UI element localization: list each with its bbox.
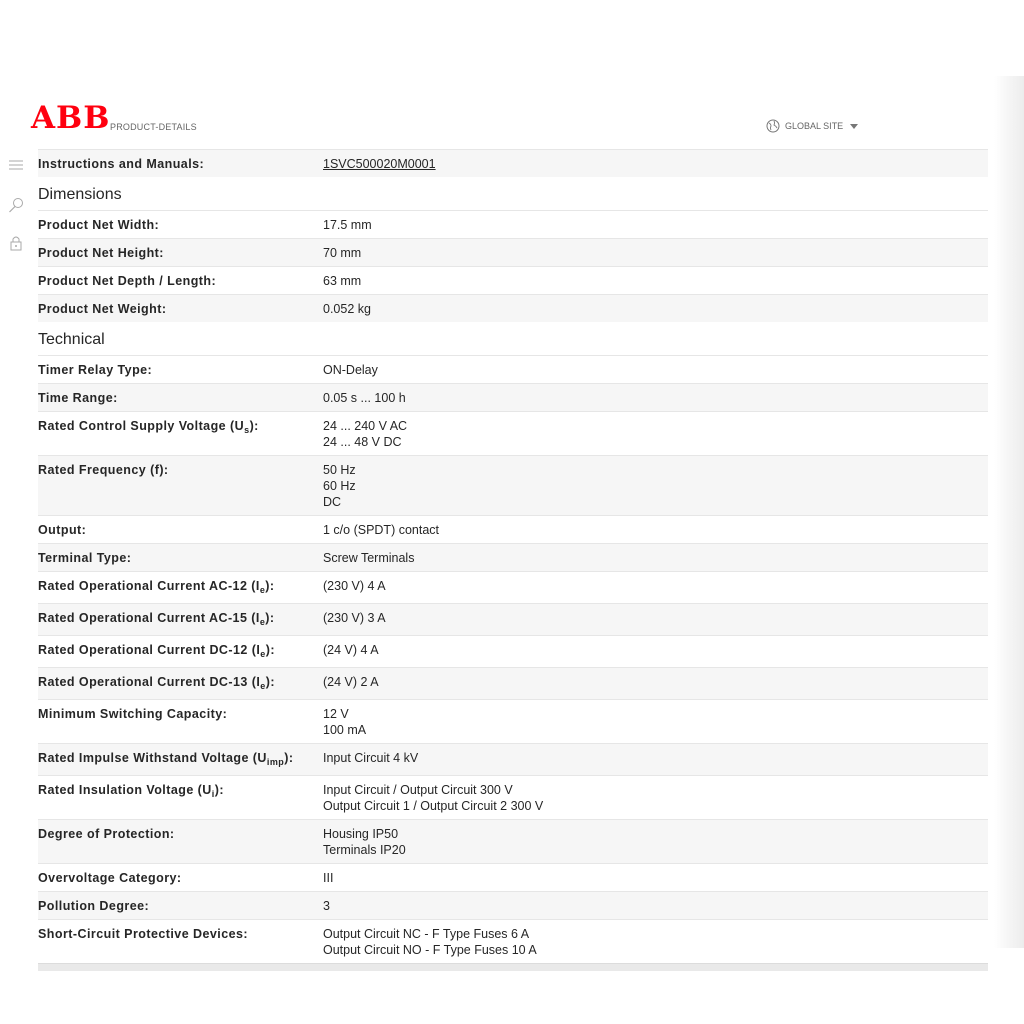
spec-label (38, 516, 323, 543)
spec-label-suffix: ): (265, 675, 275, 689)
spec-row (38, 775, 988, 819)
spec-row (38, 266, 988, 294)
spec-value (323, 295, 988, 322)
spec-row (38, 635, 988, 667)
spec-value-line: 100 mA (323, 723, 367, 737)
spec-row (38, 455, 988, 515)
spec-label (38, 356, 323, 383)
spec-label-text: Time Range: (38, 391, 118, 405)
spec-row (38, 667, 988, 699)
spec-label-text: Rated Frequency (f): (38, 463, 169, 477)
spec-label (38, 456, 323, 515)
spec-label-subscript: e (260, 681, 266, 691)
spec-label-text: Overvoltage Category: (38, 871, 182, 885)
spec-value (323, 820, 988, 863)
spec-value (323, 150, 988, 177)
spec-row (38, 294, 988, 322)
spec-value-line: Housing IP50 (323, 827, 399, 841)
spec-value (323, 384, 988, 411)
spec-value-line: 24 ... 240 V AC (323, 419, 408, 433)
spec-label-text: Timer Relay Type: (38, 363, 153, 377)
spec-value-line: DC (323, 495, 342, 509)
spec-label-text: Rated Operational Current DC-12 (I (38, 643, 261, 657)
globe-icon (766, 119, 780, 133)
spec-value (323, 456, 988, 515)
spec-row (38, 515, 988, 543)
frame-edge (994, 76, 1024, 948)
spec-row (38, 543, 988, 571)
spec-label-subscript: e (259, 585, 266, 595)
spec-label-suffix: ): (284, 751, 294, 765)
spec-label (38, 744, 323, 775)
spec-label-text: Rated Operational Current AC-15 (I (38, 611, 260, 625)
spec-value (323, 356, 988, 383)
spec-value-line: (230 V) 3 A (323, 611, 386, 625)
spec-value-line: (230 V) 4 A (323, 579, 386, 593)
spec-label (38, 820, 323, 863)
spec-label-text: Product Net Depth / Length: (38, 274, 217, 288)
spec-value-line: (24 V) 4 A (323, 643, 379, 657)
spec-value-line: 60 Hz (323, 479, 356, 493)
spec-label-text: Product Net Weight: (38, 302, 167, 316)
spec-row (38, 355, 988, 383)
table-footer-bar (38, 963, 988, 971)
spec-label (38, 239, 323, 266)
spec-value-line: 17.5 mm (323, 218, 372, 232)
spec-row (38, 819, 988, 863)
spec-value-line: 1 c/o (SPDT) contact (323, 523, 440, 537)
spec-label (38, 267, 323, 294)
spec-label-subscript: e (260, 649, 266, 659)
search-icon[interactable] (7, 196, 25, 214)
spec-value (323, 544, 988, 571)
spec-label-text: Rated Operational Current AC-12 (I (38, 579, 260, 593)
spec-value (323, 776, 988, 819)
spec-label-text: Product Net Width: (38, 218, 160, 232)
spec-value-line: 12 V (323, 707, 349, 721)
spec-label-text: Short-Circuit Protective Devices: (38, 927, 249, 941)
logo-text: ABB (31, 100, 111, 136)
spec-value-line: Output Circuit NC - F Type Fuses 6 A (323, 927, 530, 941)
product-details (38, 149, 988, 971)
spec-label (38, 636, 323, 667)
site-header (0, 76, 1000, 146)
spec-label-text: Minimum Switching Capacity: (38, 707, 228, 721)
spec-value-line: ON-Delay (323, 363, 378, 377)
spec-label (38, 412, 323, 455)
spec-value-line: 50 Hz (323, 463, 356, 477)
spec-value-line: 0.05 s ... 100 h (323, 391, 406, 405)
spec-row (38, 919, 988, 963)
spec-label (38, 668, 323, 699)
manual-link[interactable]: 1SVC500020M0001 (323, 157, 436, 171)
spec-value (323, 864, 988, 891)
spec-label (38, 892, 323, 919)
spec-value (323, 516, 988, 543)
spec-label-text: Product Net Height: (38, 246, 164, 260)
spec-label-text: Rated Operational Current DC-13 (I (38, 675, 261, 689)
spec-value (323, 700, 988, 743)
page-frame (0, 76, 1024, 957)
spec-value-line: 3 (323, 899, 330, 913)
spec-value-line: III (323, 871, 334, 885)
spec-label (38, 776, 323, 819)
spec-label (38, 572, 323, 603)
spec-value-line: Input Circuit / Output Circuit 300 V (323, 783, 513, 797)
spec-label-suffix: ): (265, 579, 275, 593)
spec-row (38, 699, 988, 743)
spec-value (323, 744, 988, 775)
spec-value (323, 211, 988, 238)
spec-value (323, 668, 988, 699)
spec-label-subscript: i (211, 789, 215, 799)
spec-label-text: Rated Insulation Voltage (U (38, 783, 212, 797)
spec-label-subscript: s (244, 425, 250, 435)
spec-label-subscript: imp (266, 757, 285, 767)
spec-row (38, 411, 988, 455)
spec-label-text: Rated Impulse Withstand Voltage (U (38, 751, 267, 765)
spec-label (38, 920, 323, 963)
spec-row (38, 383, 988, 411)
spec-value (323, 920, 988, 963)
spec-label (38, 544, 323, 571)
spec-value-line: 70 mm (323, 246, 362, 260)
spec-label-suffix: ): (265, 611, 275, 625)
spec-row (38, 210, 988, 238)
spec-value (323, 239, 988, 266)
spec-label-text: Degree of Protection: (38, 827, 175, 841)
dimensions-table (38, 210, 988, 322)
spec-value-line: 0.052 kg (323, 302, 371, 316)
spec-row (38, 863, 988, 891)
spec-label (38, 604, 323, 635)
spec-label-suffix: ): (249, 419, 259, 433)
spec-label-suffix: ): (214, 783, 224, 797)
spec-label (38, 384, 323, 411)
spec-value-line: Screw Terminals (323, 551, 415, 565)
section-title-dimensions: Dimensions (38, 186, 122, 203)
spec-value-line: 24 ... 48 V DC (323, 435, 402, 449)
section-title-technical: Technical (38, 331, 105, 348)
abb-logo[interactable] (31, 100, 111, 136)
spec-value (323, 267, 988, 294)
spec-label-text: Rated Control Supply Voltage (U (38, 419, 245, 433)
spec-value-line: 63 mm (323, 274, 362, 288)
spec-label-subscript: e (259, 617, 266, 627)
spec-label (38, 864, 323, 891)
spec-value-line: Output Circuit 1 / Output Circuit 2 300 V (323, 799, 544, 813)
spec-value (323, 604, 988, 635)
spec-value (323, 636, 988, 667)
spec-row (38, 891, 988, 919)
spec-row (38, 743, 988, 775)
breadcrumb[interactable]: PRODUCT-DETAILS (110, 122, 197, 132)
spec-label (38, 700, 323, 743)
lock-icon[interactable] (7, 234, 25, 252)
spec-row (38, 603, 988, 635)
spec-label-text: Output: (38, 523, 87, 537)
spec-value-line: Input Circuit 4 kV (323, 751, 419, 765)
global-site-label: GLOBAL SITE (785, 121, 844, 131)
spec-value-line: (24 V) 2 A (323, 675, 379, 689)
spec-row-instructions (38, 149, 988, 177)
spec-label-text: Pollution Degree: (38, 899, 150, 913)
spec-label-text: Terminal Type: (38, 551, 132, 565)
spec-label-suffix: ): (265, 643, 275, 657)
chevron-down-icon (850, 124, 858, 129)
spec-row (38, 571, 988, 603)
spec-value (323, 892, 988, 919)
global-site-selector[interactable] (766, 119, 858, 133)
spec-value (323, 572, 988, 603)
spec-label (38, 211, 323, 238)
spec-label: Instructions and Manuals: (38, 157, 205, 171)
menu-icon[interactable] (7, 156, 25, 174)
technical-table (38, 355, 988, 963)
spec-value-line: Terminals IP20 (323, 843, 406, 857)
spec-value (323, 412, 988, 455)
spec-value-line: Output Circuit NO - F Type Fuses 10 A (323, 943, 537, 957)
spec-row (38, 238, 988, 266)
spec-label (38, 295, 323, 322)
